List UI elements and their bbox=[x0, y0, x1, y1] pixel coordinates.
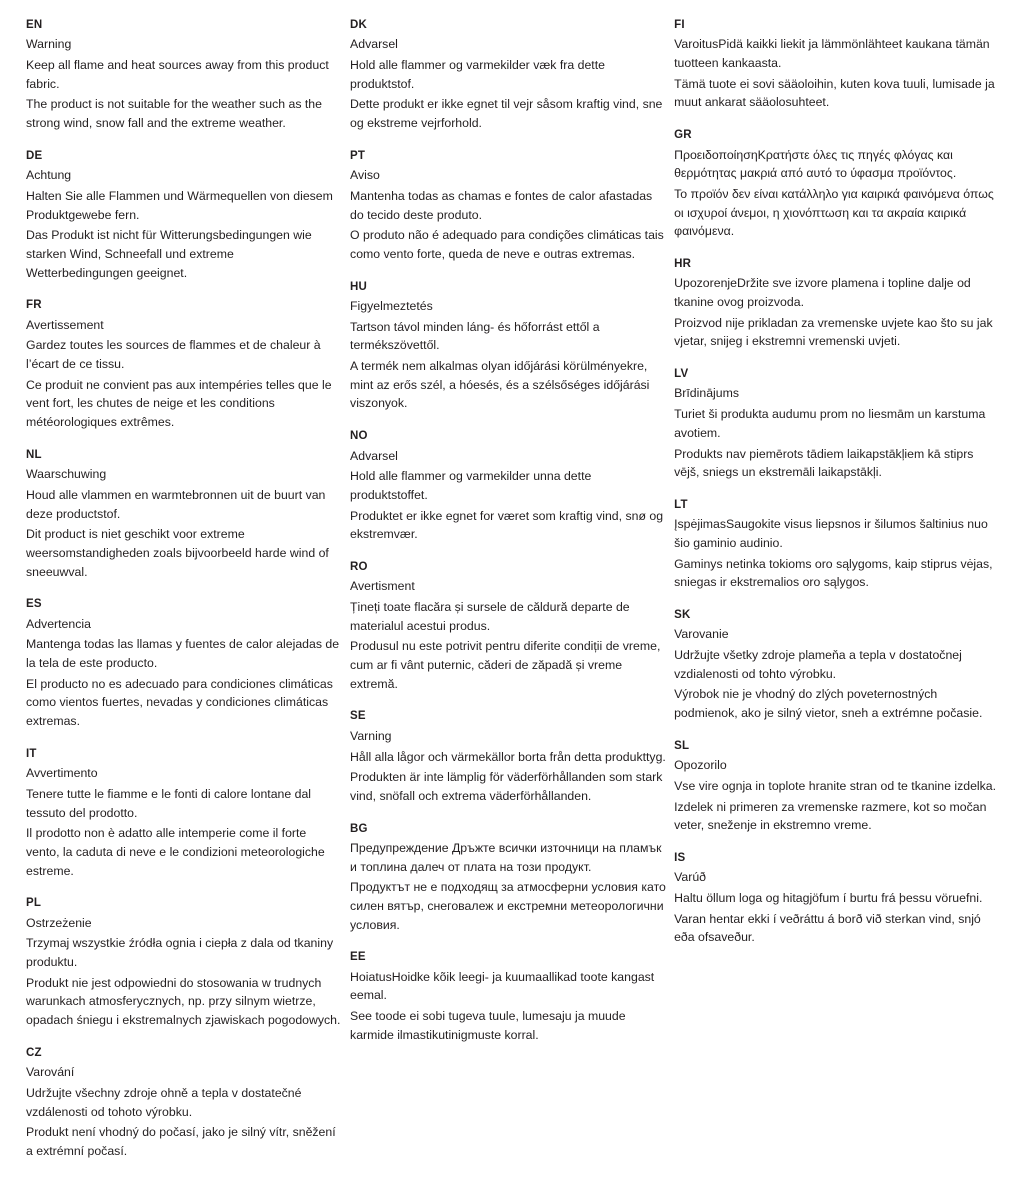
warning-text-line: Предупреждение Дръжте всички източници на пламък и топлина далеч от плата на този продукт. bbox=[350, 840, 662, 874]
warning-text-line: Haltu öllum loga og hitagjöfum í burtu frá þessu vöruefni. bbox=[674, 891, 983, 905]
language-block bbox=[26, 298, 342, 432]
warning-text-line: UpozorenjeDržite sve izvore plamena i topline dalje od tkanine ovog proizvoda. bbox=[674, 276, 971, 309]
language-block bbox=[350, 950, 666, 1044]
language-code: CZ bbox=[26, 1046, 42, 1059]
warning-text-line: HoiatusHoidke kõik leegi- ja kuumaallikad toote kangast eemal. bbox=[350, 969, 655, 1003]
warning-text-line: ΠροειδοποίησηΚρατήστε όλες τις πηγές φλόγας και θερμότητας μακριά από αυτό το ύφασμα προϊόντος. bbox=[674, 147, 957, 181]
language-code: EE bbox=[350, 951, 366, 964]
language-code: HR bbox=[674, 257, 692, 270]
warning-text-line: Hold alle flammer og varmekilder væk fra dette produktstof. bbox=[350, 58, 605, 91]
warning-text-line: Tämä tuote ei sovi sääoloihin, kuten kova tuuli, lumisade ja muut ankarat sääolosuhteet. bbox=[674, 76, 995, 110]
language-code: FI bbox=[674, 19, 685, 31]
warning-text-line: Keep all flame and heat sources away from this product fabric. bbox=[26, 58, 329, 91]
warning-text-line: Håll alla lågor och värmekällor borta från detta produkttyg. bbox=[350, 749, 666, 764]
warning-text-line: Proizvod nije prikladan za vremenske uvjete kao što su jak vjetar, snijeg i ekstremni vremenski uvjeti. bbox=[674, 315, 993, 349]
language-code: ES bbox=[26, 598, 42, 611]
warning-text-line: Dit product is niet geschikt voor extreme weersomstandigheden zoals bijvoorbeeld harde wind of sneeuwval. bbox=[26, 527, 329, 579]
warning-text-line: Brīdinājums bbox=[674, 386, 740, 401]
warning-text-line: Produkt nie jest odpowiedni do stosowania w trudnych warunkach atmosferycznych, np. przy silnym wietrze, opadach śniegu i ekstremalnych zjawiskach pogodowych. bbox=[26, 975, 341, 1028]
warning-text-line: Výrobok nie je vhodný do zlých poveternostných podmienok, ako je silný vietor, sneh a extrémne počasie. bbox=[674, 687, 983, 721]
language-block bbox=[350, 149, 666, 264]
language-column-3 bbox=[674, 18, 998, 963]
warning-text-line: A termék nem alkalmas olyan időjárási körülményekre, mint az erős szél, a hóesés, és a szélsőséges időjárási viszonyok. bbox=[350, 359, 650, 411]
warning-text-line: VaroitusPidä kaikki liekit ja lämmönlähteet kaukana tämän tuotteen kankaasta. bbox=[674, 37, 990, 71]
warning-text-line: Mantenga todas las llamas y fuentes de calor alejadas de la tela de este producto. bbox=[26, 637, 340, 671]
language-code: LT bbox=[674, 498, 688, 511]
language-code: FR bbox=[26, 299, 42, 312]
warning-text-line: Gardez toutes les sources de flammes et de chaleur à l’écart de ce tissu. bbox=[26, 338, 321, 372]
warning-text-line: Țineți toate flacăra și sursele de căldură departe de materialul acestui produs. bbox=[350, 600, 630, 633]
warning-text-line: Tenere tutte le fiamme e le fonti di calore lontane dal tessuto del prodotto. bbox=[26, 786, 312, 820]
warning-text-line: Produkts nav piemērots tādiem laikapstākļiem kā stiprs vējš, sniegs un ekstremāli laikapstākļi. bbox=[674, 446, 974, 480]
language-block bbox=[674, 608, 998, 723]
language-block bbox=[26, 747, 342, 881]
language-code: DK bbox=[350, 19, 368, 31]
language-code: RO bbox=[350, 560, 368, 573]
language-block bbox=[674, 851, 998, 947]
language-block bbox=[26, 448, 342, 582]
language-block bbox=[350, 280, 666, 414]
warning-text-line: The product is not suitable for the weather such as the strong wind, snow fall and the extreme weather. bbox=[26, 97, 322, 131]
warning-text-line: Advarsel bbox=[350, 37, 398, 52]
warning-text-line: Halten Sie alle Flammen und Wärmequellen von diesem Produktgewebe fern. bbox=[26, 188, 333, 222]
warning-text-line: Izdelek ni primeren za vremenske razmere, kot so močan veter, sneženje in ekstremno vreme. bbox=[674, 799, 987, 833]
warning-text-line: Waarschuwing bbox=[26, 467, 107, 482]
warning-text-line: Mantenha todas as chamas e fontes de calor afastadas do tecido deste produto. bbox=[350, 188, 653, 222]
warning-text-line: Tartson távol minden láng- és hőforrást ettől a termékszövettől. bbox=[350, 319, 600, 353]
language-block bbox=[674, 18, 998, 112]
language-code: HU bbox=[350, 280, 368, 293]
warning-text-line: Varning bbox=[350, 728, 392, 743]
warning-text-line: Varúð bbox=[674, 870, 706, 885]
warning-text-line: Achtung bbox=[26, 168, 72, 183]
warning-text-line: Houd alle vlammen en warmtebronnen uit de buurt van deze productstof. bbox=[26, 487, 326, 521]
language-block bbox=[26, 896, 342, 1030]
warning-text-line: Ostrzeżenie bbox=[26, 915, 92, 930]
warning-text-line: Hold alle flammer og varmekilder unna dette produktstoffet. bbox=[350, 469, 592, 502]
language-code: NL bbox=[26, 448, 42, 461]
warning-text-line: El producto no es adecuado para condiciones climáticas como vientos fuertes, nevadas y condiciones climáticas extremas. bbox=[26, 676, 333, 729]
language-code: PL bbox=[26, 897, 42, 910]
warning-text-line: ĮspėjimasSaugokite visus liepsnos ir šilumos šaltinius nuo šio gaminio audinio. bbox=[674, 517, 988, 550]
language-code: SE bbox=[350, 710, 366, 723]
warning-text-line: Dette produkt er ikke egnet til vejr såsom kraftig vind, sne og ekstreme vejrforhold. bbox=[350, 97, 663, 131]
language-code: BG bbox=[350, 822, 368, 835]
warning-text-line: Avvertimento bbox=[26, 766, 98, 781]
warning-text-line: Aviso bbox=[350, 168, 380, 183]
warning-text-line: Varovanie bbox=[674, 627, 729, 642]
warning-text-line: Το προϊόν δεν είναι κατάλληλο για καιρικά φαινόμενα όπως οι ισχυροί άνεμοι, η χιονόπτωση και τα ακραία καιρικά φαινόμενα. bbox=[674, 186, 994, 239]
language-code: IT bbox=[26, 747, 37, 760]
warning-text-line: Il prodotto non è adatto alle intemperie come il forte vento, la caduta di neve e le condizioni meteorologiche estreme. bbox=[26, 826, 325, 878]
warning-text-line: Opozorilo bbox=[674, 758, 727, 773]
warning-text-line: Ce produit ne convient pas aux intempéries telles que le vent fort, les chutes de neige et les conditions météorologiques extrêmes. bbox=[26, 377, 332, 430]
language-block bbox=[26, 18, 342, 133]
language-block bbox=[350, 560, 666, 694]
warning-text-line: Varování bbox=[26, 1065, 75, 1080]
language-code: GR bbox=[674, 129, 692, 142]
language-block bbox=[674, 498, 998, 592]
warning-text-line: Warning bbox=[26, 37, 72, 52]
warning-text-line: Das Produkt ist nicht für Witterungsbedingungen wie starken Wind, Schneefall und extreme Wetterbedingungen geeignet. bbox=[26, 228, 312, 280]
warning-text-line: Gaminys netinka tokioms oro sąlygoms, kaip stiprus vėjas, sniegas ir ekstremalios oro sąlygos. bbox=[674, 556, 993, 590]
language-code: EN bbox=[26, 19, 43, 31]
language-code: SK bbox=[674, 609, 691, 621]
language-column-1 bbox=[26, 18, 350, 1177]
warning-text-line: Vse vire ognja in toplote hranite stran od te tkanine izdelka. bbox=[674, 778, 997, 793]
language-code: SL bbox=[674, 739, 690, 752]
warning-text-line: Avertisment bbox=[350, 579, 415, 594]
warning-text-line: Udržujte všetky zdroje plameňa a tepla v dostatočnej vzdialenosti od tohto výrobku. bbox=[674, 648, 962, 681]
warning-text-line: Produktet er ikke egnet for været som kraftig vind, snø og ekstremvær. bbox=[350, 508, 664, 542]
warning-text-line: Varan hentar ekki í veðráttu á borð við sterkan vind, snjó eða ofsaveður. bbox=[674, 911, 981, 945]
warning-text-line: O produto não é adequado para condições climáticas tais como vento forte, queda de neve e outras extremas. bbox=[350, 228, 664, 261]
language-block bbox=[350, 822, 666, 935]
warning-text-line: Turiet ši produkta audumu prom no liesmām un karstuma avotiem. bbox=[674, 407, 986, 440]
warning-text-line: Produkten är inte lämplig för väderförhållanden som stark vind, snöfall och extrema väderförhållanden. bbox=[350, 770, 663, 803]
language-block bbox=[674, 257, 998, 351]
warning-text-line: Avertissement bbox=[26, 317, 104, 332]
language-column-2 bbox=[350, 18, 674, 1061]
warning-text-line: Trzymaj wszystkie źródła ognia i ciepła z dala od tkaniny produktu. bbox=[26, 936, 334, 970]
language-code: NO bbox=[350, 430, 368, 443]
warning-text-line: Produkt není vhodný do počasí, jako je silný vítr, sněžení a extrémní počasí. bbox=[26, 1125, 336, 1158]
language-block bbox=[350, 709, 666, 805]
language-block bbox=[674, 367, 998, 482]
language-block bbox=[26, 597, 342, 731]
language-code: IS bbox=[674, 851, 686, 864]
language-code: PT bbox=[350, 149, 366, 162]
warning-text-line: Udržujte všechny zdroje ohně a tepla v dostatečné vzdálenosti od tohoto výrobku. bbox=[26, 1085, 302, 1119]
language-block bbox=[350, 18, 666, 133]
warning-text-line: Produsul nu este potrivit pentru diferite condiții de vreme, cum ar fi vânt puternic, căderi de zăpadă și vreme extremă. bbox=[350, 639, 661, 691]
language-block bbox=[674, 739, 998, 835]
language-block bbox=[674, 128, 998, 241]
warning-text-line: See toode ei sobi tugeva tuule, lumesaju ja muude karmide ilmastikutinigmuste korral. bbox=[350, 1009, 626, 1042]
warning-text-line: Figyelmeztetés bbox=[350, 299, 433, 313]
warning-text-line: Продуктът не е подходящ за атмосферни условия като силен вятър, снеговалеж и екстремни метеорологични условия. bbox=[350, 880, 666, 932]
warning-text-line: Advarsel bbox=[350, 448, 398, 463]
language-block bbox=[26, 149, 342, 283]
warning-text-line: Advertencia bbox=[26, 616, 91, 631]
language-code: DE bbox=[26, 149, 43, 162]
language-block bbox=[350, 429, 666, 544]
language-code: LV bbox=[674, 368, 689, 381]
language-block bbox=[26, 1046, 342, 1161]
